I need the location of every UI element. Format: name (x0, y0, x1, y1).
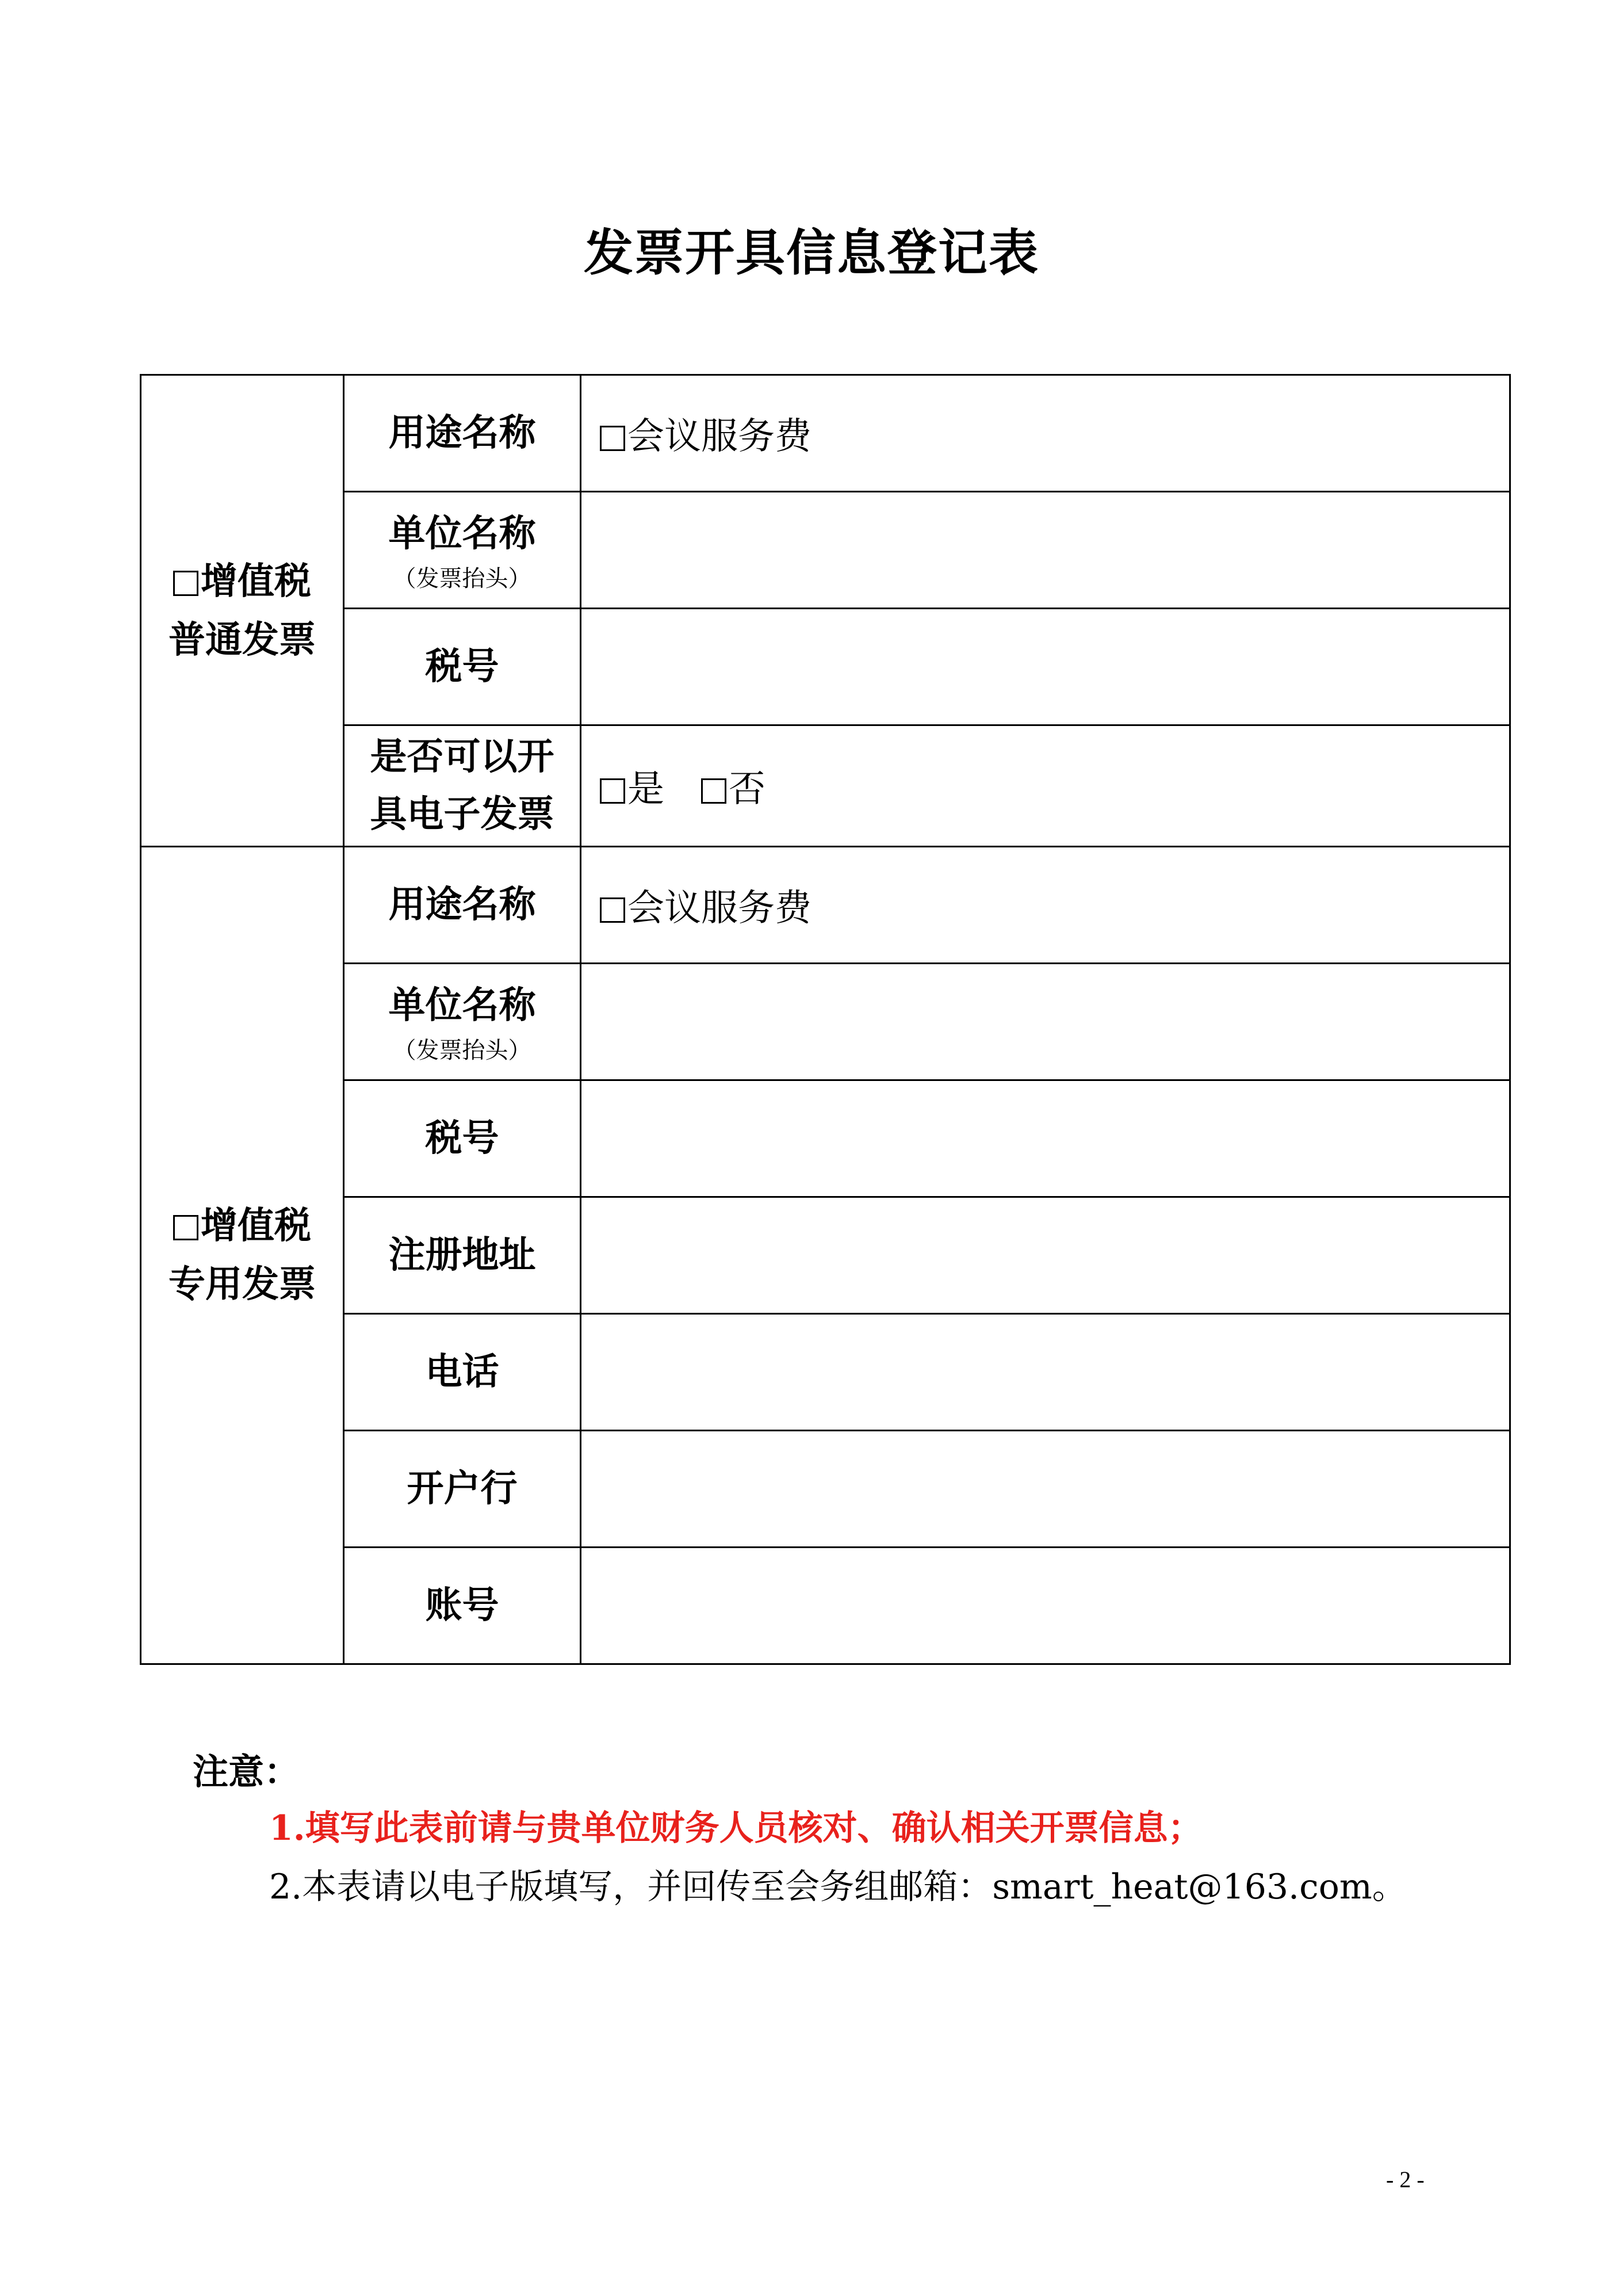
field-label-account: 账号 (344, 1548, 581, 1664)
field-sublabel-invoice-header: （发票抬头） (393, 566, 531, 592)
option-yes-label: 是 (627, 768, 664, 811)
input-bank[interactable] (581, 1431, 1510, 1548)
input-company-name[interactable] (581, 964, 1510, 1080)
input-account[interactable] (581, 1548, 1510, 1664)
field-label-company-name: 单位名称 （发票抬头） (344, 964, 581, 1080)
input-tax-id[interactable] (581, 1080, 1510, 1197)
group-label-line2: 普通发票 (169, 618, 316, 662)
field-label-tax-id: 税号 (344, 1080, 581, 1197)
group-ordinary-invoice[interactable] (141, 375, 344, 847)
checkbox-conference-fee[interactable] (600, 897, 625, 923)
field-label-e-invoice: 是否可以开 具电子发票 (344, 725, 581, 847)
invoice-info-table (140, 374, 1511, 1665)
checkbox-conference-fee[interactable] (600, 426, 625, 451)
field-label-registered-address: 注册地址 (344, 1197, 581, 1314)
value-purpose (581, 375, 1510, 492)
field-label-phone: 电话 (344, 1314, 581, 1431)
checkbox-no[interactable] (701, 778, 726, 804)
field-label-company-name: 单位名称 （发票抬头） (344, 492, 581, 609)
checkbox-ordinary-invoice[interactable] (173, 571, 198, 596)
input-registered-address[interactable] (581, 1197, 1510, 1314)
group-label-line1: 增值税 (201, 559, 311, 603)
note-item-1: 1.填写此表前请与贵单位财务人员核对、确认相关开票信息； (269, 1808, 1203, 1848)
form-title: 发票开具信息登记表 (584, 224, 1039, 282)
option-label: 会议服务费 (627, 887, 812, 930)
field-label-purpose: 用途名称 (344, 375, 581, 492)
group-special-invoice[interactable] (141, 847, 344, 1664)
option-no-label: 否 (729, 768, 765, 811)
group-label-line2: 专用发票 (169, 1263, 316, 1306)
input-tax-id[interactable] (581, 609, 1510, 725)
page-number: - 2 - (1386, 2167, 1425, 2192)
value-e-invoice (581, 725, 1510, 847)
field-sublabel-invoice-header: （发票抬头） (393, 1037, 531, 1064)
group-label-line1: 增值税 (201, 1204, 311, 1247)
notes-heading: 注意： (193, 1751, 300, 1793)
note-item-2: 2.本表请以电子版填写，并回传至会务组邮箱：smart_heat@163.com。 (269, 1867, 1407, 1907)
input-phone[interactable] (581, 1314, 1510, 1431)
field-label-purpose: 用途名称 (344, 847, 581, 964)
option-label: 会议服务费 (627, 415, 812, 458)
checkbox-yes[interactable] (600, 778, 625, 804)
input-company-name[interactable] (581, 492, 1510, 609)
field-label-bank: 开户行 (344, 1431, 581, 1548)
value-purpose (581, 847, 1510, 964)
checkbox-special-invoice[interactable] (173, 1215, 198, 1240)
field-label-tax-id: 税号 (344, 609, 581, 725)
